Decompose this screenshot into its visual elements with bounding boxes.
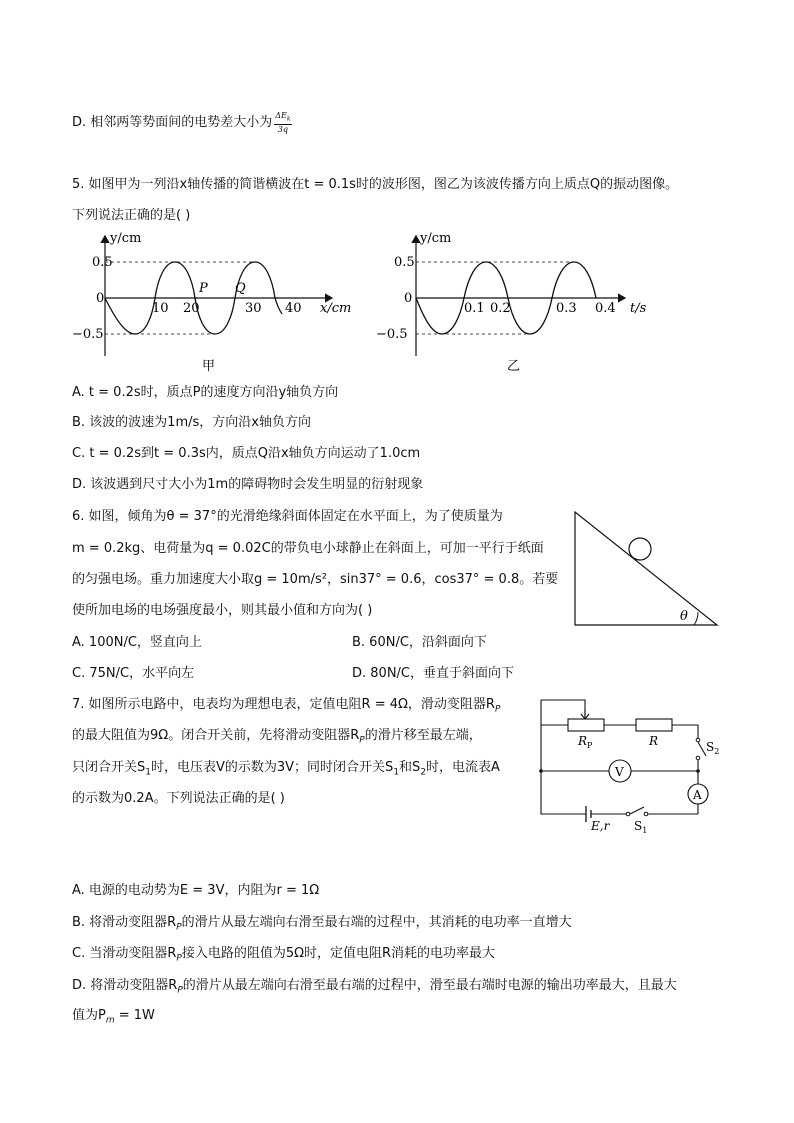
q7-line3-tail: 时，电流表A	[426, 760, 500, 775]
q7-option-d-tail: 的滑片从最左端向右滑至最右端的过程中，滑至最右端时电源的输出功率最大，且最大	[182, 978, 677, 993]
point-p-label: P	[199, 281, 208, 296]
frac-numerator: ΔE	[275, 111, 287, 120]
r-label: R	[649, 734, 659, 748]
q7-option-c-sub: P	[176, 953, 182, 964]
y-tick-top: 0.5	[394, 255, 415, 270]
frac-denominator: 3q	[277, 124, 289, 134]
t-tick-03: 0.3	[556, 301, 577, 316]
q7-option-d	[72, 977, 677, 1000]
q5-stem-line1: 5. 如图甲为一列沿x轴传播的简谐横波在t = 0.1s时的波形图，图乙为该波传播方向上质点Q的振动图像。	[72, 177, 679, 192]
graph-b-caption: 乙	[507, 359, 521, 374]
rheostat-rp	[568, 719, 604, 731]
q5-option-c: C. t = 0.2s到t = 0.3s内，质点Q沿x轴负方向运动了1.0cm	[72, 446, 421, 461]
wave-graph-a	[70, 228, 370, 378]
q7-line3-mid2: 和S	[399, 760, 421, 775]
q6-stem-line2: m = 0.2kg、电荷量为q = 0.02C的带负电小球静止在斜面上，可加一平行于纸面	[72, 541, 544, 556]
x-tick-10: 10	[152, 301, 169, 316]
q6-option-d: D. 80N/C，垂直于斜面向下	[352, 666, 514, 681]
switch-s1-contact-left	[626, 812, 630, 816]
vibration-graph-b	[376, 228, 660, 378]
y-tick-bottom: −0.5	[72, 327, 104, 342]
q7-line3-sub1b: 1	[393, 767, 400, 778]
q7-line3-sub1: 1	[145, 767, 151, 778]
q7-line3-sub2: 2	[420, 767, 427, 778]
t-tick-04: 0.4	[595, 301, 616, 316]
voltmeter-label: V	[615, 765, 624, 779]
q7-option-b-head: B. 将滑动变阻器R	[72, 915, 177, 930]
switch-s2-blade	[698, 742, 706, 756]
q7-line2-sub: P	[359, 735, 365, 746]
slider-arrow	[581, 710, 589, 719]
q5-option-a: A. t = 0.2s时，质点P的速度方向沿y轴负方向	[72, 385, 339, 400]
y-tick-top: 0.5	[92, 255, 113, 270]
q6-option-a: A. 100N/C，竖直向上	[72, 635, 202, 650]
q6-stem-line4: 使所加电场的电场强度最小，则其最小值和方向为( )	[72, 603, 373, 618]
q4-option-d-text: D. 相邻两等势面间的电势差大小为	[72, 114, 273, 130]
q7-option-b-sub: P	[176, 922, 182, 933]
wire-left	[541, 700, 586, 814]
q7-option-c-head: C. 当滑动变阻器R	[72, 946, 177, 961]
q7-option-c-tail: 接入电路的阻值为5Ω时，定值电阻R消耗的电功率最大	[181, 946, 496, 961]
y-tick-zero: 0	[96, 291, 105, 306]
y-axis-label: y/cm	[420, 231, 452, 246]
t-tick-02: 0.2	[490, 301, 511, 316]
q7-option-d-head: D. 将滑动变阻器R	[72, 978, 178, 993]
x-tick-30: 30	[245, 301, 262, 316]
q7-stem-line2	[72, 727, 482, 750]
q7-option-b	[72, 914, 572, 937]
q5-option-d: D. 该波遇到尺寸大小为1m的障碍物时会发生明显的衍射现象	[72, 477, 424, 492]
switch-s1-blade	[630, 807, 644, 814]
q4-option-d	[72, 111, 292, 134]
q6-option-b: B. 60N/C，沿斜面向下	[352, 635, 487, 650]
ammeter-label: A	[693, 788, 702, 802]
incline-triangle	[575, 512, 717, 625]
t-axis-label: t/s	[630, 301, 647, 316]
q7-option-d-line2-head: 值为P	[72, 1008, 106, 1023]
charged-ball	[629, 538, 651, 560]
q5-stem-line2: 下列说法正确的是( )	[72, 208, 191, 223]
q5-option-b: B. 该波的波速为1m/s，方向沿x轴负方向	[72, 415, 311, 430]
q4-option-d-fraction	[274, 111, 291, 134]
switch-s2-contact-top	[696, 738, 700, 742]
y-tick-bottom: −0.5	[376, 327, 408, 342]
q7-line2-text: 的最大阻值为9Ω。闭合开关前，先将滑动变阻器R	[72, 728, 360, 743]
q7-stem-line3	[72, 759, 500, 782]
circuit-diagram	[530, 694, 730, 840]
q7-option-d-line2-sub: m	[105, 1015, 115, 1026]
wire-slider	[541, 700, 585, 716]
q7-option-b-tail: 的滑片从最左端向右滑至最右端的过程中，其消耗的电功率一直增大	[181, 915, 572, 930]
q7-option-d-line2	[72, 1007, 155, 1030]
q7-stem-line4: 的示数为0.2A。下列说法正确的是( )	[72, 791, 285, 806]
switch-s2-contact-bottom	[696, 756, 700, 760]
graph-a-caption: 甲	[202, 359, 216, 374]
point-q-label: Q	[235, 281, 246, 296]
s1-label: $S_1$	[634, 819, 648, 835]
q7-option-c	[72, 945, 495, 968]
q7-option-d-sub: P	[177, 985, 183, 996]
q7-option-a: A. 电源的电动势为E = 3V，内阻为r = 1Ω	[72, 883, 320, 898]
resistor-r	[636, 719, 672, 731]
q7-stem-line1	[72, 696, 500, 719]
q7-line3-text: 只闭合开关S	[72, 760, 146, 775]
q7-line1-text: 7. 如图所示电路中，电表均为理想电表，定值电阻R = 4Ω，滑动变阻器R	[72, 697, 495, 712]
q7-line1-sub: P	[494, 704, 501, 715]
frac-sub: k	[286, 115, 291, 123]
y-tick-zero: 0	[404, 291, 413, 306]
angle-label: θ	[680, 609, 688, 624]
battery-label: E,r	[591, 819, 610, 833]
angle-arc	[694, 612, 698, 625]
x-tick-40: 40	[285, 301, 302, 316]
t-tick-01: 0.1	[464, 301, 485, 316]
q7-option-d-line2-tail: = 1W	[114, 1008, 155, 1023]
x-tick-20: 20	[183, 301, 200, 316]
q6-stem-line1: 6. 如图，倾角为θ = 37°的光滑绝缘斜面体固定在水平面上，为了使质量为	[72, 509, 503, 524]
q7-line3-mid: 时，电压表V的示数为3V；同时闭合开关S	[151, 760, 394, 775]
q6-option-c: C. 75N/C，水平向左	[72, 666, 195, 681]
q6-stem-line3: 的匀强电场。重力加速度大小取g = 10m/s²，sin37° = 0.6，cos37° = 0.8。若要	[72, 572, 559, 587]
s2-label: $S_2$	[706, 740, 720, 756]
y-axis-label: y/cm	[110, 231, 142, 246]
rp-label: $R_P$	[578, 734, 593, 750]
incline-figure	[570, 508, 722, 630]
switch-s1-contact-right	[644, 812, 648, 816]
q7-line2-tail: 的滑片移至最左端，	[364, 728, 482, 743]
x-axis-label: x/cm	[320, 301, 352, 316]
